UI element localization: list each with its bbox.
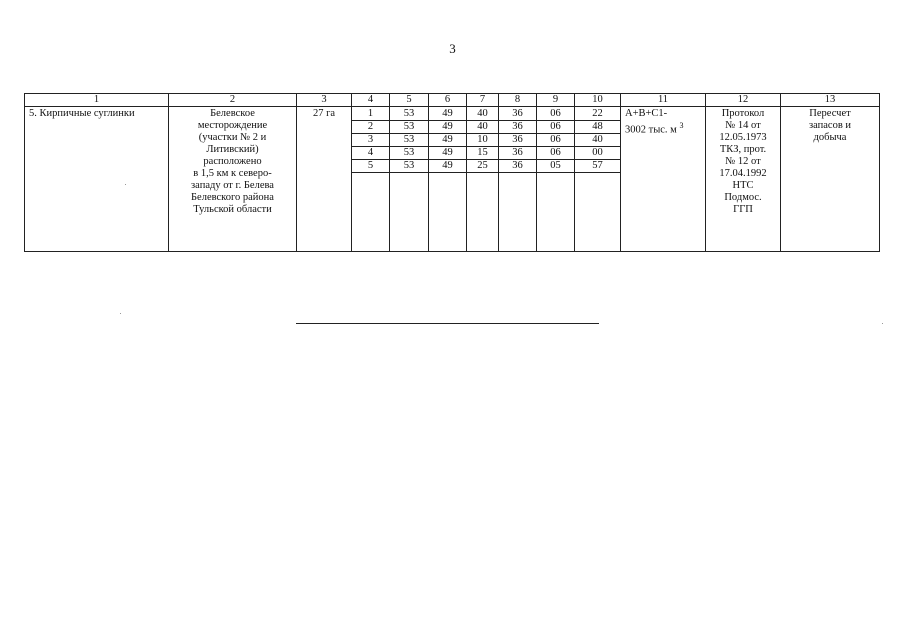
- note-line: добыча: [813, 132, 847, 143]
- column-number: 3: [297, 94, 352, 107]
- protocol-cell: [706, 107, 781, 252]
- lat-degrees: 53: [390, 160, 429, 173]
- end-of-document-rule: [296, 323, 599, 324]
- lat-minutes: 49: [429, 134, 467, 147]
- lat-minutes: 49: [429, 147, 467, 160]
- deposit-location: [169, 107, 297, 252]
- scan-speck: [120, 313, 121, 314]
- column-number: 2: [169, 94, 297, 107]
- location-line: (участки № 2 и: [198, 132, 267, 143]
- location-line: Тульской области: [193, 204, 272, 215]
- empty-cell: [352, 173, 390, 252]
- lat-degrees: 53: [390, 107, 429, 121]
- protocol-line: Подмос.: [724, 192, 762, 203]
- protocol-line: № 14 от: [725, 120, 761, 131]
- column-number: 13: [781, 94, 880, 107]
- lon-minutes: 06: [537, 147, 575, 160]
- protocol-line: ТКЗ, прот.: [719, 144, 767, 155]
- location-line: в 1,5 км к северо-: [193, 168, 272, 179]
- lon-seconds: 48: [575, 121, 621, 134]
- point-number: 4: [352, 147, 390, 160]
- lat-seconds: 10: [467, 134, 499, 147]
- protocol-line: № 12 от: [725, 156, 761, 167]
- column-number: 1: [25, 94, 169, 107]
- lat-minutes: 49: [429, 121, 467, 134]
- empty-cell: [467, 173, 499, 252]
- location-line: Белевское: [210, 108, 255, 119]
- protocol-line: НТС: [732, 180, 754, 191]
- lat-seconds: 40: [467, 107, 499, 121]
- lat-seconds: 40: [467, 121, 499, 134]
- empty-cell: [429, 173, 467, 252]
- lon-seconds: 22: [575, 107, 621, 121]
- empty-cell: [499, 173, 537, 252]
- point-number: 2: [352, 121, 390, 134]
- reserves-line: А+В+С1-: [625, 108, 668, 119]
- location-line: Литивский): [206, 144, 259, 155]
- column-number: 7: [467, 94, 499, 107]
- table-header-row: [25, 94, 880, 107]
- lon-seconds: 00: [575, 147, 621, 160]
- protocol-line: 12.05.1973: [719, 132, 767, 143]
- location-line: расположено: [203, 156, 262, 167]
- lat-minutes: 49: [429, 160, 467, 173]
- lon-degrees: 36: [499, 160, 537, 173]
- column-number: 11: [621, 94, 706, 107]
- empty-cell: [575, 173, 621, 252]
- note-line: Пересчет: [809, 108, 851, 119]
- empty-cell: [537, 173, 575, 252]
- page-number: 3: [449, 41, 456, 56]
- lat-degrees: 53: [390, 121, 429, 134]
- location-line: Белевского района: [191, 192, 274, 203]
- location-line: месторождение: [197, 120, 268, 131]
- lat-degrees: 53: [390, 147, 429, 160]
- column-number: 10: [575, 94, 621, 107]
- mineral-name: 5. Кирпичные суглинки: [25, 107, 169, 252]
- note-cell: [781, 107, 880, 252]
- lon-degrees: 36: [499, 121, 537, 134]
- empty-cell: [390, 173, 429, 252]
- reserves-cell: [621, 107, 706, 252]
- lon-minutes: 05: [537, 160, 575, 173]
- deposits-table: [24, 93, 880, 252]
- lat-minutes: 49: [429, 107, 467, 121]
- lon-degrees: 36: [499, 134, 537, 147]
- column-number: 12: [706, 94, 781, 107]
- deposit-area: 27 га: [297, 107, 352, 252]
- lon-minutes: 06: [537, 134, 575, 147]
- column-number: 8: [499, 94, 537, 107]
- lat-seconds: 15: [467, 147, 499, 160]
- table-row: [25, 107, 880, 121]
- lon-seconds: 57: [575, 160, 621, 173]
- location-line: западу от г. Белева: [191, 180, 274, 191]
- reserves-value: 3002 тыс. м: [625, 124, 677, 136]
- column-number: 5: [390, 94, 429, 107]
- lon-minutes: 06: [537, 107, 575, 121]
- lon-seconds: 40: [575, 134, 621, 147]
- protocol-line: Протокол: [721, 108, 765, 119]
- lon-degrees: 36: [499, 147, 537, 160]
- point-number: 3: [352, 134, 390, 147]
- reserves-line: [625, 120, 705, 137]
- lat-degrees: 53: [390, 134, 429, 147]
- lon-minutes: 06: [537, 121, 575, 134]
- protocol-line: ГГП: [733, 204, 753, 215]
- reserves-unit-exponent: 3: [679, 121, 684, 130]
- point-number: 5: [352, 160, 390, 173]
- column-number: 4: [352, 94, 390, 107]
- protocol-line: 17.04.1992: [719, 168, 767, 179]
- lon-degrees: 36: [499, 107, 537, 121]
- column-number: 6: [429, 94, 467, 107]
- column-number: 9: [537, 94, 575, 107]
- scan-speck: [882, 323, 883, 324]
- note-line: запасов и: [808, 120, 852, 131]
- lat-seconds: 25: [467, 160, 499, 173]
- scan-speck: [125, 184, 126, 185]
- point-number: 1: [352, 107, 390, 121]
